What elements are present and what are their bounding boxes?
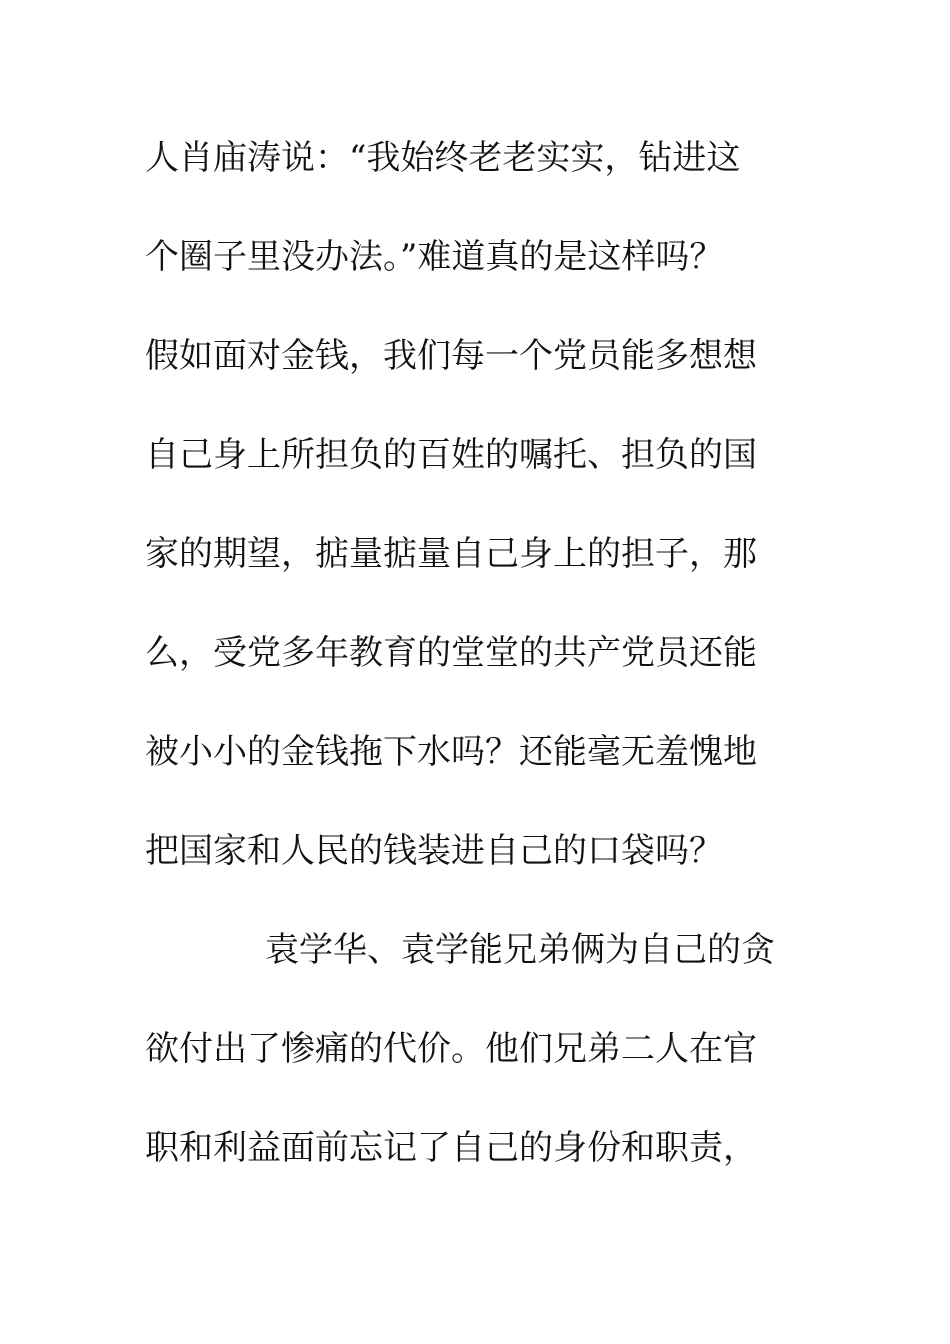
text-line-7: 被小小的金钱拖下水吗？还能毫无羞愧地 — [145, 732, 757, 772]
text-line-1: 人肖庙涛说：“我始终老老实实，钻进这 — [145, 138, 741, 178]
text-line-3: 假如面对金钱，我们每一个党员能多想想 — [145, 336, 757, 376]
text-line-10: 欲付出了惨痛的代价。他们兄弟二人在官 — [145, 1029, 757, 1069]
text-line-11: 职和利益面前忘记了自己的身份和职责， — [145, 1128, 757, 1168]
text-line-4: 自己身上所担负的百姓的嘱托、担负的国 — [145, 435, 757, 475]
text-line-8: 把国家和人民的钱装进自己的口袋吗？ — [145, 831, 723, 871]
text-line-6: 么，受党多年教育的堂堂的共产党员还能 — [145, 633, 757, 673]
text-line-5: 家的期望，掂量掂量自己身上的担子，那 — [145, 534, 757, 574]
paragraph-first-line: 袁学华、袁学能兄弟俩为自己的贪 — [265, 930, 775, 970]
text-line-2: 个圈子里没办法。”难道真的是这样吗？ — [145, 237, 724, 277]
